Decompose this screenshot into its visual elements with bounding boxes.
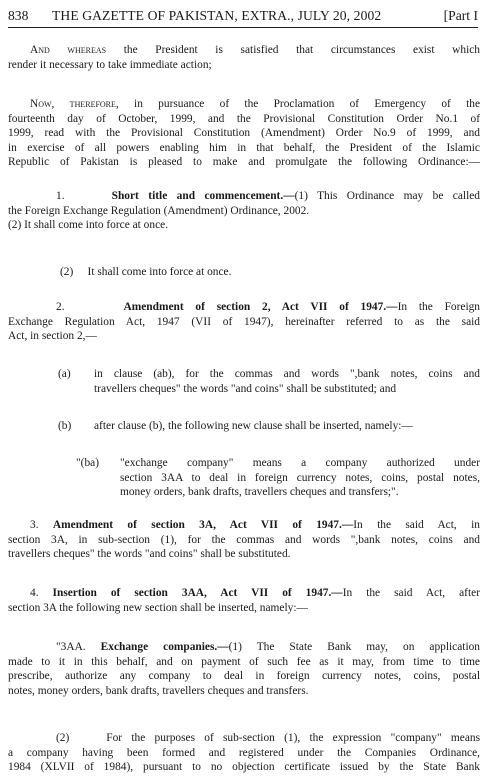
section-3 bbox=[8, 518, 480, 562]
section-3aa-sub-2 bbox=[8, 731, 480, 775]
therefore-line-3: 1999, read with the Provisional Constitution (Amendment) Order No.9 of 1999, and bbox=[8, 127, 480, 140]
clause-a bbox=[58, 367, 480, 396]
section-2-number: 2. bbox=[56, 301, 65, 313]
section-2-line-1: 2. Amendment of section 2, Act VII of 1947.—In the Foreign bbox=[56, 301, 480, 313]
section-3aa-sub-2-line-2: a company having been formed and registered under the Companies Ordinance, bbox=[8, 746, 480, 759]
section-2-line-3: Act, in section 2,— bbox=[8, 330, 97, 343]
part-label: [Part I bbox=[443, 8, 478, 23]
clause-ba-number: "(ba) bbox=[76, 457, 99, 469]
whereas-paragraph bbox=[8, 43, 480, 72]
section-3-number: 3. bbox=[30, 519, 39, 531]
clause-ba bbox=[76, 456, 480, 500]
clause-a-number: (a) bbox=[58, 368, 71, 380]
section-3aa-sub-2-line-3: 1984 (XLVII of 1984), pursuant to no objection certificate issued by the State Bank bbox=[8, 761, 480, 774]
clause-a-line-2: travellers cheques" the words "and coins" shall be substituted; and bbox=[94, 382, 397, 395]
therefore-line-1: Now, therefore, in pursuance of the Proclamation of Emergency of the bbox=[30, 98, 481, 110]
therefore-line-5: Republic of Pakistan is pleased to make and promulgate the following Ordinance:— bbox=[8, 156, 480, 169]
section-1-line-3: (2) It shall come into force at once. bbox=[8, 219, 169, 232]
section-1 bbox=[8, 189, 480, 233]
section-4-line-1: 4. Insertion of section 3AA, Act VII of 1947.—In the said Act, after bbox=[30, 587, 480, 599]
section-1-sub-2-number: (2) bbox=[60, 266, 74, 278]
section-1-number: 1. bbox=[56, 190, 65, 202]
section-3-line-3: travellers cheques" the words "and coins" shall be substituted. bbox=[8, 548, 291, 561]
section-1-heading: Short title and commencement.— bbox=[111, 190, 295, 202]
therefore-line-4: in exercise of all powers enabling him in that behalf, the President of the Islamic bbox=[8, 141, 480, 154]
section-3aa-line-4: notes, money orders, bank drafts, travellers cheques and transfers. bbox=[8, 684, 309, 697]
section-3aa-line-3: prescribe, authorize any company to deal in foreign currency notes, coins, postal bbox=[8, 670, 480, 683]
clause-b-number: (b) bbox=[58, 420, 72, 432]
section-3aa-sub-2-number: (2) bbox=[56, 732, 70, 744]
clause-ba-line-1: "exchange company" means a company authorized under bbox=[120, 457, 480, 469]
section-4-line-2: section 3A the following new section shall be inserted, namely:— bbox=[8, 601, 308, 614]
section-1-sub-2-text: It shall come into force at once. bbox=[87, 266, 232, 278]
section-3-line-1: 3. Amendment of section 3A, Act VII of 1947.—In the said Act, in bbox=[30, 519, 480, 531]
section-1-sub-2 bbox=[60, 265, 480, 280]
section-2-line-2: Exchange Regulation Act, 1947 (VII of 1947), hereinafter referred to as the said bbox=[8, 315, 480, 328]
section-3aa-number: "3AA. bbox=[56, 641, 86, 653]
therefore-paragraph bbox=[8, 97, 480, 170]
clause-ba-line-3: money orders, bank drafts, travellers cheques and transfers;". bbox=[120, 486, 399, 499]
page-header bbox=[8, 7, 478, 25]
section-3-line-2: section 3A, in sub-section (1), for the commas and words ",bank notes, coins and bbox=[8, 533, 480, 546]
section-4 bbox=[8, 586, 480, 615]
clause-b bbox=[58, 419, 480, 434]
whereas-line-1: And whereas the President is satisfied that circumstances exist which bbox=[30, 44, 480, 56]
header-rule bbox=[8, 27, 478, 28]
clause-b-text: after clause (b), the following new clause shall be inserted, namely:— bbox=[94, 420, 413, 432]
page-number: 838 bbox=[8, 8, 29, 23]
section-1-line-1: 1. Short title and commencement.—(1) This Ordinance may be called bbox=[56, 190, 480, 202]
section-3aa bbox=[8, 640, 480, 698]
section-3aa-heading: Exchange companies.— bbox=[100, 641, 229, 653]
section-1-line-2: the Foreign Exchange Regulation (Amendment) Ordinance, 2002. bbox=[8, 204, 310, 217]
section-4-number: 4. bbox=[30, 587, 39, 599]
section-4-heading: Insertion of section 3AA, Act VII of 1947.— bbox=[52, 587, 343, 599]
section-2-heading: Amendment of section 2, Act VII of 1947.— bbox=[123, 301, 398, 313]
section-3aa-sub-2-line-1: (2) For the purposes of sub-section (1), the expression "company" means bbox=[56, 732, 480, 744]
section-3-heading: Amendment of section 3A, Act VII of 1947.— bbox=[52, 519, 354, 531]
clause-a-line-1: in clause (ab), for the commas and words ",bank notes, coins and bbox=[94, 368, 480, 380]
whereas-line-2: render it necessary to take immediate action; bbox=[8, 58, 212, 71]
clause-ba-line-2: section 3AA to deal in foreign currency notes, coins, postal notes, bbox=[120, 471, 480, 484]
gazette-title: THE GAZETTE OF PAKISTAN, EXTRA., JULY 20, 2002 bbox=[52, 8, 382, 23]
therefore-line-2: fourteenth day of October, 1999, and the Provisional Constitution Order No.1 of bbox=[8, 112, 480, 125]
section-2 bbox=[8, 300, 480, 344]
section-3aa-line-1: "3AA. Exchange companies.—(1) The State Bank may, on application bbox=[56, 641, 480, 653]
section-3aa-line-2: made to it in this behalf, and on payment of such fee as it may, from time to time bbox=[8, 655, 480, 668]
